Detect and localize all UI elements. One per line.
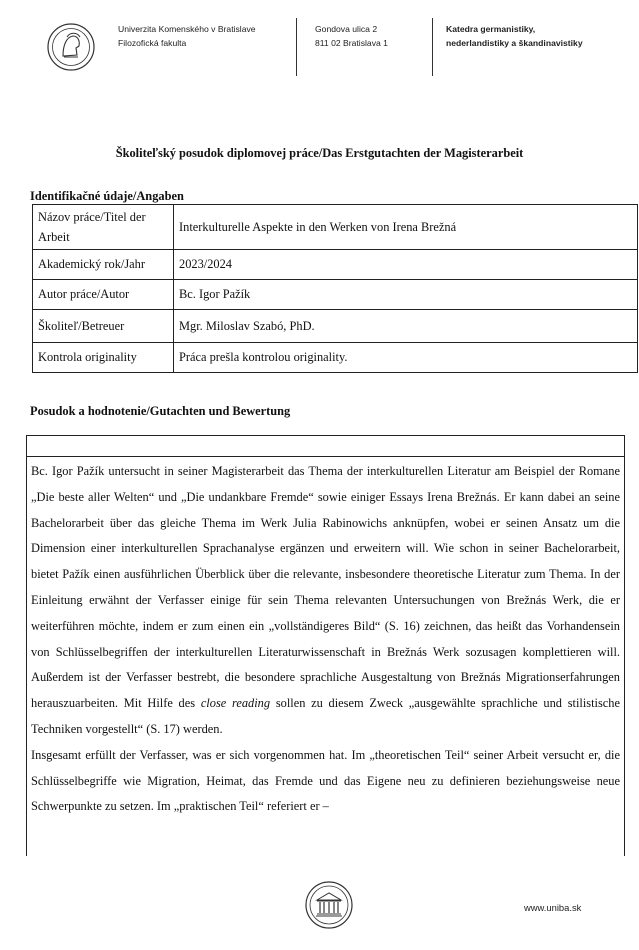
text-run: sollen zu diesem Zweck „ausgewählte sprachliche und stilistische Techniken vorgestellt“ (S. 17) werden.	[31, 696, 621, 736]
table-row	[33, 343, 638, 373]
table-row	[33, 310, 638, 343]
university-info	[118, 22, 256, 50]
department-line: Katedra germanistiky,	[446, 24, 536, 34]
faculty-name: Filozofická fakulta	[118, 38, 187, 48]
assessment-box-header	[27, 436, 624, 457]
footer-url[interactable]: www.uniba.sk	[524, 902, 582, 913]
header-divider	[432, 18, 433, 76]
section-heading-identification: Identifikačné údaje/Angaben	[30, 189, 184, 203]
table-value: 2023/2024	[174, 250, 638, 280]
table-value: Práca prešla kontrolou originality.	[174, 343, 638, 373]
letterhead	[0, 18, 639, 78]
table-label: Kontrola originality	[33, 343, 174, 373]
info-table	[32, 204, 638, 373]
city: 811 02 Bratislava 1	[315, 38, 388, 48]
table-value: Mgr. Miloslav Szabó, PhD.	[174, 310, 638, 343]
table-row	[33, 280, 638, 310]
table-label: Autor práce/Autor	[33, 280, 174, 310]
university-building-icon	[304, 880, 354, 930]
university-name: Univerzita Komenského v Bratislave	[118, 24, 256, 34]
section-heading-assessment: Posudok a hodnotenie/Gutachten und Bewertung	[30, 404, 291, 418]
university-seal-icon	[46, 22, 96, 72]
document-title: Školiteľský posudok diplomovej práce/Das Erstgutachten der Magisterarbeit	[115, 146, 524, 160]
assessment-box	[26, 435, 625, 856]
table-value: Bc. Igor Pažík	[174, 280, 638, 310]
table-value: Interkulturelle Aspekte in den Werken von Irena Brežná	[174, 205, 638, 250]
table-row	[33, 250, 638, 280]
department-line: nederlandistiky a škandinavistiky	[446, 38, 583, 48]
italic-term: close reading	[200, 696, 271, 711]
table-label: Akademický rok/Jahr	[33, 250, 174, 280]
paragraph	[31, 459, 620, 743]
table-row	[33, 205, 638, 250]
table-label: Školiteľ/Betreuer	[33, 310, 174, 343]
header-divider	[296, 18, 297, 76]
table-label: Názov práce/Titel der Arbeit	[33, 205, 174, 250]
street: Gondova ulica 2	[315, 24, 378, 34]
text-run: Bc. Igor Pažík untersucht in seiner Magisterarbeit das Thema der interkulturellen Literatur am Beispiel der Romane „Die beste aller Welten“ und „Die undankbare Fremde“ sowie einiger Essays Irena Brežnás. Er kann dabei an seine Bachelorarbeit über das gleiche Thema im Werk Julia Rabinowichs anknüpfen, wobei er seinen Ansatz um die Dimension einer interkulturellen Sprachanalyse ergänzen und erweitern will. Wie schon in seiner Bachelorarbeit, bietet Pažík einen ausführlichen Überblick über die relevante, insbesondere theoretische Literatur zum Thema. In der Einleitung erwähnt der Verfasser einige für sein Thema relevanten Untersuchungen von Brežnás Werk, die er weiterführen möchte, indem er zum einen ein „vollständigeres Bild“ (S. 16) zeichnen, das heißt das Vorhandensein von Schlüsselbegriffen der interkulturellen Literaturwissenschaft in Brežnás Werk sozusagen komplettieren will. Außerdem ist der Verfasser bestrebt, die besondere sprachliche Ausgestaltung von Brežnás Migrationserfahrungen herauszuarbeiten. Mit Hilfe des	[31, 464, 620, 711]
assessment-text	[27, 457, 624, 820]
address	[315, 22, 388, 50]
department	[446, 22, 583, 50]
paragraph: Insgesamt erfüllt der Verfasser, was er sich vorgenommen hat. Im „theoretischen Teil“ seiner Arbeit versucht er, die Schlüsselbegriffe wie Migration, Heimat, das Fremde und das Eigene neu zu definieren beziehungsweise neue Schwerpunkte zu setzen. Im „praktischen Teil“ referiert er –	[31, 747, 620, 814]
